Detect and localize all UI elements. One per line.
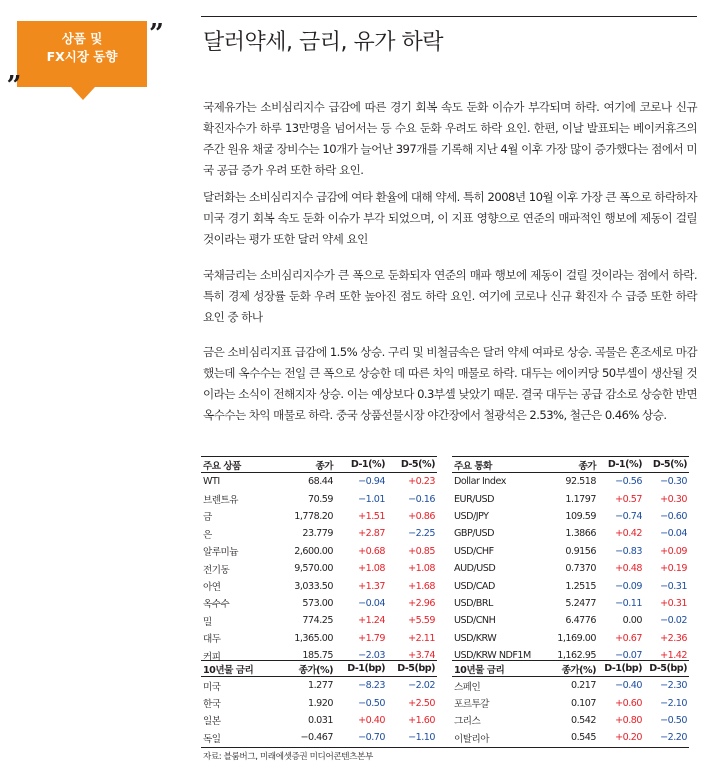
close-value: 1.277 <box>308 680 333 692</box>
column-header: D-1(bp) <box>335 661 387 677</box>
change-value: +1.79 <box>358 632 385 644</box>
close-value: 1.920 <box>308 697 333 709</box>
change-value: +2.36 <box>660 632 687 644</box>
row-label: 커피 <box>203 651 221 663</box>
column-header: 10년물 금리 <box>201 661 259 677</box>
close-value: 23.779 <box>302 528 333 540</box>
row-label: USD/CHF <box>454 545 494 557</box>
quote-close-mark: ” <box>149 19 164 49</box>
close-value: 2,600.00 <box>294 545 333 557</box>
row-label: USD/JPY <box>454 510 489 522</box>
table-row <box>452 595 689 612</box>
column-header: 주요 상품 <box>201 457 259 473</box>
change-value: +0.57 <box>615 493 642 505</box>
paragraph-oil: 국제유가는 소비심리지수 급감에 따른 경기 회복 속도 둔화 이슈가 부각되며 하락. 여기에 코로나 신규 확진자수가 하루 13만명을 넘어서는 등 수요 둔화 우려도 하락 요인. 한편, 이날 발표되는 베이커휴즈의 주간 원유 채굴 장비수는 10개가 늘어난 397개를 기록해 지난 4월 이후 가장 많이 증가했다는 점에서 미국 공급 증가 우려 또한 하락 요인. <box>203 100 697 177</box>
column-header: 종가(%) <box>259 661 335 677</box>
paragraph-gold: 금은 소비심리지표 급감에 1.5% 상승. 구리 및 비철금속은 달러 약세 여파로 상승. 곡물은 혼조세로 마감 했는데 옥수수는 전일 큰 폭으로 상승한 데 따른 차익 매물로 하락. 대두는 에이커당 50부셸이 생산될 것이라는 소식이 전해지자 상승. 이는 예상보다 0.3부셸 낮았기 때문. 결국 대두는 공급 감소로 상승한 반면 옥수수는 차익 매물로 하락. 중국 상품선물시장 야간장에서 철광석은 2.53%, 철근은 0.46% 상승. <box>203 345 697 422</box>
change-value: −1.10 <box>408 732 435 744</box>
change-value: −0.16 <box>408 493 435 505</box>
row-label: EUR/USD <box>454 493 494 505</box>
change-value: +1.08 <box>358 563 385 575</box>
title-rule <box>201 16 697 17</box>
row-label: 금 <box>203 512 212 524</box>
badge-line-1: 상품 및 <box>61 31 103 46</box>
column-header: 종가 <box>538 457 598 473</box>
change-value: +2.11 <box>408 632 435 644</box>
change-value: −0.11 <box>615 597 642 609</box>
change-value: +0.67 <box>615 632 642 644</box>
close-value: 1,169.00 <box>557 632 596 644</box>
row-label: USD/CAD <box>454 580 495 592</box>
table-row <box>201 525 437 542</box>
table-row <box>201 729 437 746</box>
close-value: 6.4776 <box>565 615 596 627</box>
section-badge <box>17 21 147 87</box>
close-value: 9,570.00 <box>294 563 333 575</box>
change-value: +5.59 <box>408 615 435 627</box>
close-value: 1,365.00 <box>294 632 333 644</box>
table-row <box>452 677 689 695</box>
row-label: 스페인 <box>454 681 481 693</box>
change-value: +1.60 <box>408 714 435 726</box>
change-value: +0.30 <box>660 493 687 505</box>
change-value: −0.04 <box>358 597 385 609</box>
table-row <box>452 525 689 542</box>
change-value: −0.56 <box>615 476 642 488</box>
paragraph-treasury: 국채금리는 소비심리지수가 큰 폭으로 둔화되자 연준의 매파 행보에 제동이 걸릴 것이라는 점에서 하락. 특히 경제 성장률 둔화 우려 또한 높아진 점도 하락 요인. 여기에 코로나 신규 확진자 수 급증 또한 하락 요인 중 하나 <box>203 268 697 324</box>
change-value: +2.50 <box>408 697 435 709</box>
change-value: −8.23 <box>358 680 385 692</box>
close-value: −0.467 <box>300 732 333 744</box>
table-row <box>201 612 437 629</box>
row-label: 그리스 <box>454 716 481 728</box>
change-value: −0.02 <box>660 615 687 627</box>
table-row <box>452 508 689 525</box>
table-row <box>452 729 689 746</box>
column-header: D-5(%) <box>644 457 689 473</box>
close-value: 185.75 <box>302 650 333 662</box>
close-value: 0.9156 <box>565 545 596 557</box>
close-value: 92.518 <box>565 476 596 488</box>
row-label: 대두 <box>203 634 221 646</box>
table-row <box>452 560 689 577</box>
change-value: −2.03 <box>358 650 385 662</box>
page-title: 달러약세, 금리, 유가 하락 <box>203 30 443 55</box>
paragraph-dollar: 달러화는 소비심리지수 급감에 여타 환율에 대해 약세. 특히 2008년 10월 이후 가장 큰 폭으로 하락하자 미국 경기 회복 속도 둔화 이슈가 부각 되었으며, 이 지표 영향으로 연준의 매파적인 행보에 제동이 걸릴 것이라는 평가 또한 달러 약세 요인 <box>203 190 697 246</box>
row-label: 알루미늄 <box>203 547 239 559</box>
table-row <box>201 543 437 560</box>
close-value: 1.3866 <box>565 528 596 540</box>
change-value: −1.01 <box>358 493 385 505</box>
close-value: 0.542 <box>571 714 596 726</box>
table-row <box>452 577 689 594</box>
table-row <box>201 577 437 594</box>
change-value: +1.68 <box>408 580 435 592</box>
change-value: −0.70 <box>358 732 385 744</box>
row-label: USD/KRW NDF1M <box>454 650 531 662</box>
change-value: +0.31 <box>660 597 687 609</box>
bond-yields-table-right <box>452 660 689 747</box>
table-header-row <box>452 661 689 677</box>
row-label: WTI <box>203 476 220 488</box>
change-value: −0.09 <box>615 580 642 592</box>
close-value: 1,778.20 <box>294 510 333 522</box>
change-value: +1.24 <box>358 615 385 627</box>
change-value: +0.60 <box>615 697 642 709</box>
close-value: 0.031 <box>308 714 333 726</box>
close-value: 0.545 <box>571 732 596 744</box>
change-value: +1.51 <box>358 510 385 522</box>
close-value: 3,033.50 <box>294 580 333 592</box>
table-row <box>201 508 437 525</box>
close-value: 68.44 <box>308 476 333 488</box>
change-value: −2.10 <box>660 697 687 709</box>
table-row <box>201 630 437 647</box>
column-header: D-5(bp) <box>387 661 437 677</box>
column-header: D-1(%) <box>335 457 387 473</box>
close-value: 109.59 <box>565 510 596 522</box>
change-value: +0.80 <box>615 714 642 726</box>
row-label: AUD/USD <box>454 563 496 575</box>
close-value: 1,162.95 <box>557 650 596 662</box>
table-row <box>201 694 437 711</box>
column-header: 종가(%) <box>538 661 598 677</box>
row-label: 옥수수 <box>203 599 230 611</box>
row-label: USD/BRL <box>454 597 493 609</box>
row-label: 독일 <box>203 733 221 745</box>
change-value: 0.00 <box>622 615 642 627</box>
row-label: 포르투갈 <box>454 699 490 711</box>
close-value: 0.107 <box>571 697 596 709</box>
close-value: 1.2515 <box>565 580 596 592</box>
change-value: −0.04 <box>660 528 687 540</box>
row-label: GBP/USD <box>454 528 495 540</box>
change-value: +0.09 <box>660 545 687 557</box>
row-label: USD/KRW <box>454 632 497 644</box>
table-header-row <box>201 457 437 473</box>
table-row <box>452 612 689 629</box>
row-label: USD/CNH <box>454 615 496 627</box>
badge-line-2: FX시장 동향 <box>46 49 118 64</box>
change-value: −0.40 <box>615 680 642 692</box>
table-row <box>201 595 437 612</box>
table-row <box>452 490 689 507</box>
change-value: −0.50 <box>660 714 687 726</box>
table-header-row <box>201 661 437 677</box>
change-value: +0.86 <box>408 510 435 522</box>
change-value: +0.68 <box>358 545 385 557</box>
row-label: 은 <box>203 529 212 541</box>
source-note: 자료: 블룸버그, 미래에셋증권 미디어콘텐츠본부 <box>203 752 373 762</box>
quote-open-mark: „ <box>7 56 22 86</box>
change-value: −2.20 <box>660 732 687 744</box>
table-header-row <box>452 457 689 473</box>
table-row <box>452 630 689 647</box>
change-value: +3.74 <box>408 650 435 662</box>
close-value: 1.1797 <box>565 493 596 505</box>
change-value: +0.48 <box>615 563 642 575</box>
bond-yields-table-left <box>201 660 437 747</box>
change-value: +0.19 <box>660 563 687 575</box>
row-label: 한국 <box>203 699 221 711</box>
table-row <box>452 473 689 491</box>
row-label: 아연 <box>203 582 221 594</box>
column-header: D-1(%) <box>598 457 644 473</box>
change-value: −0.50 <box>358 697 385 709</box>
row-label: Dollar Index <box>454 476 506 488</box>
change-value: −0.30 <box>660 476 687 488</box>
commodities-table <box>201 456 437 664</box>
row-label: 이탈리아 <box>454 733 490 745</box>
change-value: +1.37 <box>358 580 385 592</box>
badge-pointer <box>71 87 95 100</box>
change-value: +0.20 <box>615 732 642 744</box>
close-value: 0.217 <box>571 680 596 692</box>
row-label: 브렌트유 <box>203 495 239 507</box>
table-row <box>201 677 437 695</box>
row-label: 전기동 <box>203 564 230 576</box>
change-value: +1.08 <box>408 563 435 575</box>
column-header: D-1(bp) <box>598 661 644 677</box>
change-value: −2.25 <box>408 528 435 540</box>
change-value: +2.96 <box>408 597 435 609</box>
close-value: 0.7370 <box>565 563 596 575</box>
table-row <box>452 543 689 560</box>
badge-label <box>17 30 147 66</box>
change-value: +0.85 <box>408 545 435 557</box>
column-header: D-5(%) <box>387 457 437 473</box>
table-row <box>452 712 689 729</box>
table-row <box>201 473 437 491</box>
change-value: −0.74 <box>615 510 642 522</box>
change-value: +0.42 <box>615 528 642 540</box>
table-row <box>201 490 437 507</box>
change-value: +0.40 <box>358 714 385 726</box>
column-header: 10년물 금리 <box>452 661 538 677</box>
close-value: 774.25 <box>302 615 333 627</box>
change-value: −0.31 <box>660 580 687 592</box>
close-value: 70.59 <box>308 493 333 505</box>
table-row <box>452 694 689 711</box>
change-value: −0.83 <box>615 545 642 557</box>
change-value: −2.30 <box>660 680 687 692</box>
table-row <box>201 560 437 577</box>
row-label: 일본 <box>203 716 221 728</box>
close-value: 573.00 <box>302 597 333 609</box>
change-value: −0.94 <box>358 476 385 488</box>
column-header: D-5(bp) <box>644 661 689 677</box>
change-value: +0.23 <box>408 476 435 488</box>
table-row <box>201 712 437 729</box>
close-value: 5.2477 <box>565 597 596 609</box>
table-bottom-rule <box>201 747 689 748</box>
change-value: −0.07 <box>615 650 642 662</box>
change-value: −2.02 <box>408 680 435 692</box>
row-label: 밀 <box>203 616 212 628</box>
column-header: 주요 통화 <box>452 457 538 473</box>
change-value: +1.42 <box>660 650 687 662</box>
change-value: +2.87 <box>358 528 385 540</box>
change-value: −0.60 <box>660 510 687 522</box>
currencies-table <box>452 456 689 664</box>
column-header: 종가 <box>259 457 335 473</box>
row-label: 미국 <box>203 681 221 693</box>
